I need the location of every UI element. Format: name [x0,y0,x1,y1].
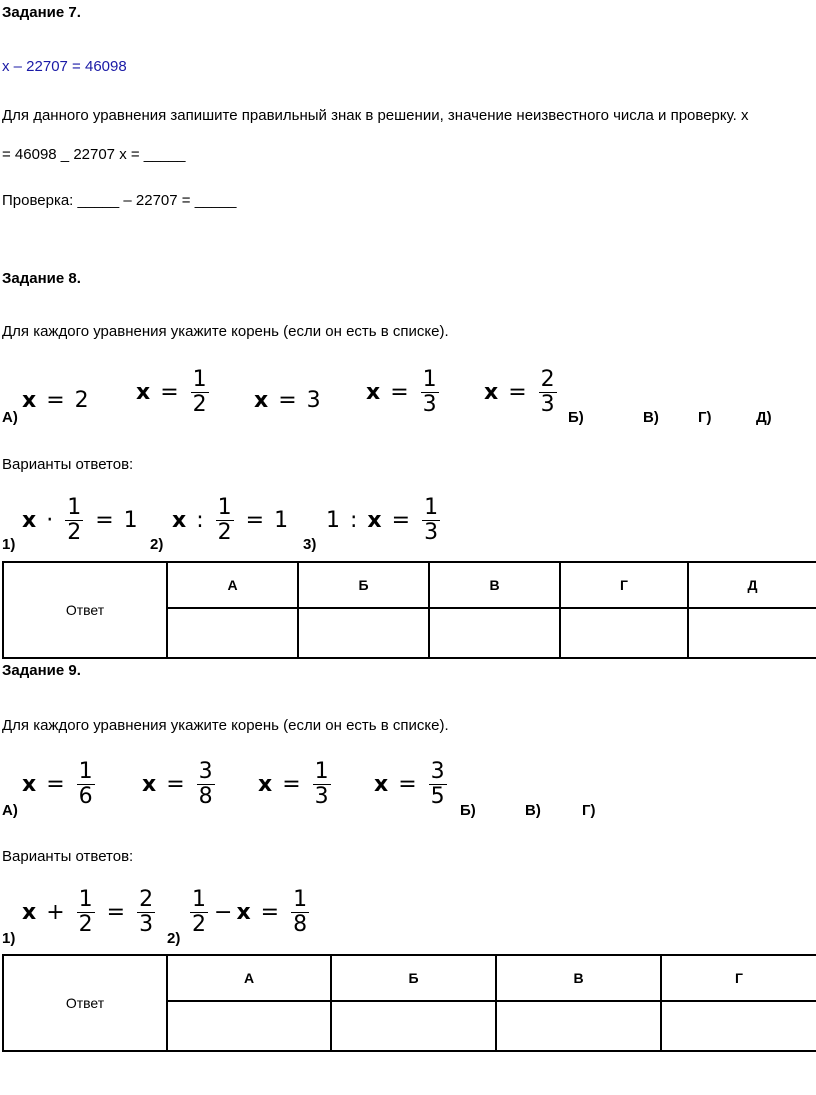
task9-answer-cell-d[interactable] [661,1001,816,1051]
task9-table-header-a: А [167,955,331,1001]
task9-root-b: x = $\frac{3}{8}$ [142,759,213,809]
task8-table-header-b: Б [298,562,429,608]
task8-root-label-b: Б) [568,409,584,426]
task9-root-label-c: В) [525,802,541,819]
task8-root-label-a: А) [2,409,18,426]
task8-answer-cell-e[interactable] [688,608,816,658]
task8-table-header-a: А [167,562,298,608]
task8-root-e: x = $\frac{2}{3}$ [484,367,555,417]
task9-option-label-1: 1) [2,930,16,947]
task9-answer-cell-c[interactable] [496,1001,661,1051]
task9-table-header-b: Б [331,955,496,1001]
task8-root-c: x = 3 [254,387,321,413]
task8-option-1: x · $\frac{1}{2}$ = 1 [22,495,138,545]
task8-option-label-2: 2) [150,536,164,553]
task8-answer-cell-a[interactable] [167,608,298,658]
task7-instruction-line1: Для данного уравнения запишите правильный знак в решении, значение неизвестного числа и проверку. x [2,107,749,124]
task8-variants-label: Варианты ответов: [2,456,134,473]
task8-answer-table [2,561,816,659]
task8-option-2: x : $\frac{1}{2}$ = 1 [172,495,289,545]
task8-root-d: x = $\frac{1}{3}$ [366,367,437,417]
task8-title: Задание 8. [2,270,81,287]
task9-root-label-b: Б) [460,802,476,819]
task9-title: Задание 9. [2,662,81,679]
task8-root-b: x = $\frac{1}{2}$ [136,367,207,417]
task8-answer-cell-d[interactable] [560,608,688,658]
task9-table-header-c: В [496,955,661,1001]
task8-instruction: Для каждого уравнения укажите корень (если он есть в списке). [2,323,449,340]
task9-option-2: $\frac{1}{2}$ − x = $\frac{1}{8}$ [192,887,308,937]
task9-root-d: x = $\frac{3}{5}$ [374,759,445,809]
task8-table-header-d: Г [560,562,688,608]
task9-root-c: x = $\frac{1}{3}$ [258,759,329,809]
task8-answer-cell-c[interactable] [429,608,560,658]
task9-instruction: Для каждого уравнения укажите корень (если он есть в списке). [2,717,449,734]
task9-root-a: x = $\frac{1}{6}$ [22,759,93,809]
task9-answer-cell-a[interactable] [167,1001,331,1051]
task8-root-label-d: Г) [698,409,712,426]
task9-root-label-d: Г) [582,802,596,819]
task9-table-row-label: Ответ [3,955,167,1051]
task8-table-header-e: Д [688,562,816,608]
task8-option-label-3: 3) [303,536,317,553]
task7-title: Задание 7. [2,4,81,21]
task8-option-label-1: 1) [2,536,16,553]
task7-instruction-line2: = 46098 _ 22707 x = _____ [2,146,186,163]
task9-option-label-2: 2) [167,930,181,947]
task9-variants-label: Варианты ответов: [2,848,134,865]
task9-option-1: x + $\frac{1}{2}$ = $\frac{2}{3}$ [22,887,154,937]
task8-root-label-c: В) [643,409,659,426]
task7-check: Проверка: _____ – 22707 = _____ [2,192,237,209]
task9-answer-table [2,954,816,1052]
task8-root-a: x = 2 [22,387,89,413]
task8-table-header-c: В [429,562,560,608]
task9-root-label-a: А) [2,802,18,819]
task8-table-row-label: Ответ [3,562,167,658]
task8-option-3: 1 : x = $\frac{1}{3}$ [326,495,439,545]
task9-answer-cell-b[interactable] [331,1001,496,1051]
task8-root-label-e: Д) [756,409,772,426]
task8-answer-cell-b[interactable] [298,608,429,658]
task7-equation: x – 22707 = 46098 [2,58,127,75]
task9-table-header-d: Г [661,955,816,1001]
